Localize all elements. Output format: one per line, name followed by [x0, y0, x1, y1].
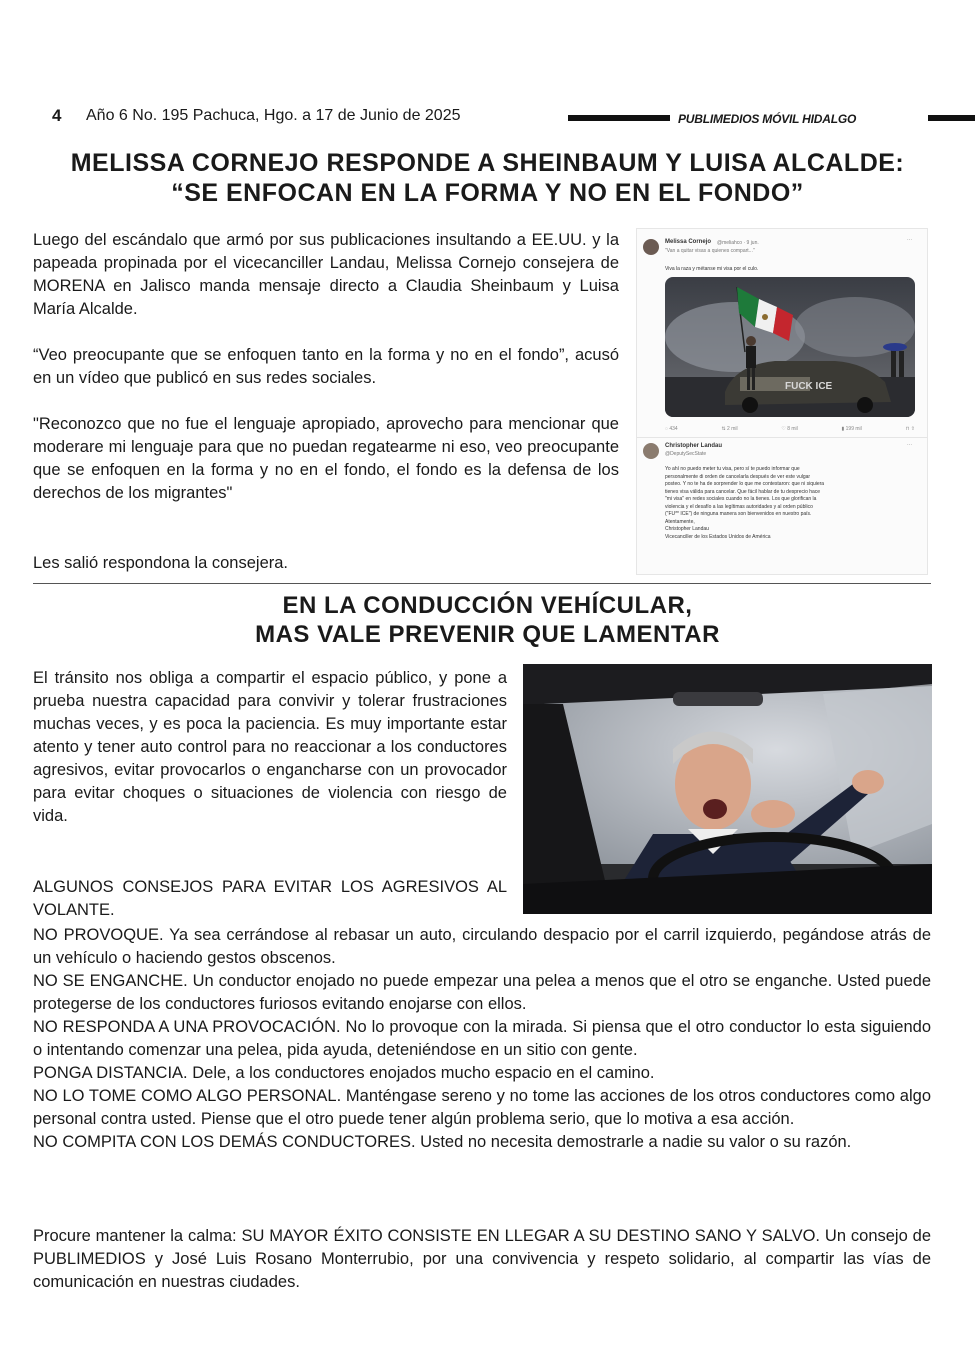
tips-heading: ALGUNOS CONSEJOS PARA EVITAR LOS AGRESIVOS AL VOLANTE.	[33, 878, 507, 919]
tip-item: PONGA DISTANCIA. Dele, a los conductores enojados mucho espacio en el camino.	[33, 1064, 655, 1082]
article2-title	[20, 592, 955, 650]
brand-logo-text: PUBLIMEDIOS MÓVIL HIDALGO	[678, 112, 857, 126]
issue-info: Año 6 No. 195 Pachuca, Hgo. a 17 de Junio de 2025	[86, 107, 461, 124]
bookmark-icon[interactable]: ⊓ ⇧	[905, 426, 915, 432]
article1-title-line2: “SE ENFOCAN EN LA FORMA Y NO EN EL FONDO”	[171, 179, 804, 207]
like-count[interactable]: ♡ 8 mil	[781, 426, 798, 432]
article1-paragraph: Les salió respondona la consejera.	[33, 554, 289, 572]
tweet-screenshot	[636, 228, 928, 575]
article-separator	[33, 583, 931, 584]
header-bar-right	[928, 115, 975, 121]
article1-paragraph: "Reconozco que no fue el lenguaje apropiado, aprovecho para mencionar que moderare mi lenguaje para que no puedan regatearme ni eso, veo preocupante que se enfoquen en la forma y no en el fondo, el fondo es la defensa de los derechos de los migrantes"	[33, 415, 619, 502]
angry-driver-image	[523, 664, 932, 914]
retweet-count[interactable]: ⇅ 2 mil	[721, 426, 738, 432]
article1-paragraph: Luego del escándalo que armó por sus publicaciones insultando a EE.UU. y la papeada propinada por el vicecanciller Landau, Melissa Cornejo consejera de MORENA en Jalisco manda mensaje directo a Claudia Sheinbaum y Luisa María Alcalde.	[33, 231, 619, 318]
tip-item: NO COMPITA CON LOS DEMÁS CONDUCTORES. Usted no necesita demostrarle a nadie su valor o su razón.	[33, 1133, 852, 1151]
tip-item: NO LO TOME COMO ALGO PERSONAL. Manténgase sereno y no tome las acciones de los otros conductores como algo personal contra usted. Piense que el otro puede tener algún problema serio, que lo motiva a esa acción.	[33, 1087, 931, 1128]
more-icon: ···	[907, 442, 912, 448]
tweet-reply-text: Yo ahí no puedo meter tu visa, pero sí te puedo informar que personalmente di orden de cancelarla después de ver este vulgar posteo. Y no te ha de sorprender lo que me contestaron: que ni siquiera tienes visa válida para cancelar. Que fácil hablar de tu desprecio hace "mi visa" en redes sociales cuando no la tienes. Los que glorifican la violencia y el desafío a las legítimas autoridades y al orden público ("FU** ICE") de ninguna manera son bienvenidos en nuestro país. Atentamente, Christopher Landau Vicecanciller de los Estados Unidos de América	[665, 466, 825, 540]
tweet-text: Viva la raza y métanse mi visa por el culo.	[665, 266, 759, 272]
avatar	[643, 239, 659, 255]
tweet-handle: @DeputySecState	[665, 451, 707, 457]
closing-paragraph: Procure mantener la calma: SU MAYOR ÉXITO CONSISTE EN LLEGAR A SU DESTINO SANO Y SALVO. Un consejo de PUBLIMEDIOS y José Luis Rosano Monterrubio, por una convivencia y respeto solidario, al compartir las vías de comunicación en nuestras ciudades.	[33, 1227, 931, 1291]
angry-driver-photo	[523, 664, 932, 914]
header-bar-left	[568, 115, 670, 121]
article1-title-line1: MELISSA CORNEJO RESPONDE A SHEINBAUM Y LUISA ALCALDE:	[70, 149, 905, 177]
tweet-actions	[665, 426, 915, 432]
tip-item: NO RESPONDA A UNA PROVOCACIÓN. No lo provoque con la mirada. Si piensa que el otro conductor lo esta siguiendo o intentando comenzar una pelea, pida ayuda, deteniéndose en un sitio con gente.	[33, 1018, 931, 1059]
protest-photo	[665, 277, 915, 417]
avatar	[643, 443, 659, 459]
tweet-handle: @meliahco · 9 jun.	[717, 240, 759, 246]
article2-title-line1: EN LA CONDUCCIÓN VEHÍCULAR,	[282, 592, 693, 619]
article2-intro: El tránsito nos obliga a compartir el espacio público, y pone a prueba nuestra capacidad para convivir y tolerar frustraciones muchas veces, y es poca la paciencia. Es muy importante estar atento y tener auto control para no reaccionar a los conductores agresivos, evitar provocarlos o engancharse con un provocador para evitar choques o situaciones de violencia con riesgo de vida.	[33, 669, 507, 825]
more-icon: ···	[907, 237, 912, 243]
reply-count[interactable]: ◌ 434	[665, 426, 678, 432]
tweet-author: Melissa Cornejo	[665, 239, 712, 245]
tip-item: NO PROVOQUE. Ya sea cerrándose al rebasar un auto, circulando despacio por el carril izquierdo, pegándose atrás de un vehículo o haciendo gestos obscenos.	[33, 926, 931, 967]
tweet-author: Christopher Landau	[665, 443, 723, 449]
graffiti-text: FUCK ICE	[785, 381, 833, 392]
tip-item: NO SE ENGANCHE. Un conductor enojado no puede empezar una pelea a menos que el otro se enganche. Usted puede protegerse de los conductores furiosos evitando enojarse con ellos.	[33, 972, 931, 1013]
article1-title	[20, 148, 955, 208]
tips-list	[33, 924, 931, 1154]
protest-photo-image	[665, 277, 915, 417]
tweet-reply: "Van a quitar visas a quienes compart..."	[665, 248, 755, 254]
page-number: 4	[52, 106, 62, 125]
article2-title-line2: MAS VALE PREVENIR QUE LAMENTAR	[255, 620, 720, 648]
view-count[interactable]: ▮ 199 mil	[841, 426, 862, 432]
tweet-divider	[637, 437, 927, 438]
article1-paragraph: “Veo preocupante que se enfoquen tanto en la forma y no en el fondo”, acusó en un vídeo que publicó en sus redes sociales.	[33, 346, 619, 387]
